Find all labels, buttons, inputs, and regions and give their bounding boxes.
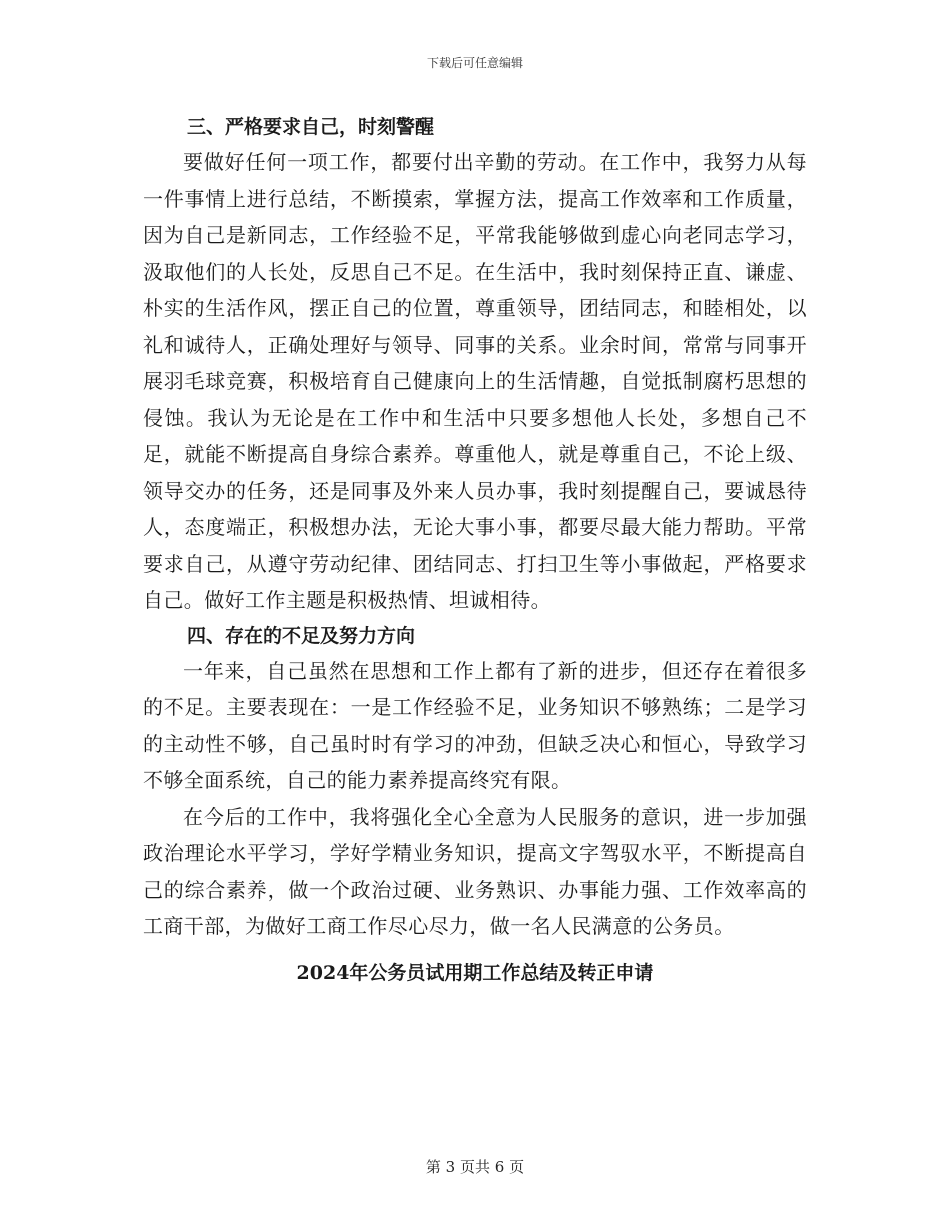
section-shortcomings-and-direction: [143, 619, 807, 945]
section-heading: 四、存在的不足及努力方向: [187, 624, 416, 647]
page-header-note: 下载后可任意编辑: [426, 56, 523, 70]
page-number: 第 3 页共 6 页: [425, 1158, 525, 1176]
paragraph: 在今后的工作中，我将强化全心全意为人民服务的意识，进一步加强政治理论水平学习，学好学精业务知识，提高文字驾驭水平，不断提高自己的综合素养，做一个政治过硬、业务熟识、办事能力强、工作效率高的工商干部，为做好工商工作尽心尽力，做一名人民满意的公务员。: [143, 804, 807, 938]
document-body: [143, 110, 807, 993]
section-strict-self-discipline: [143, 110, 807, 619]
document-title: 2024年公务员试用期工作总结及转正申请: [296, 961, 654, 984]
paragraph: 要做好任何一项工作，都要付出辛勤的劳动。在工作中，我努力从每一件事情上进行总结，不断摸索，掌握方法，提高工作效率和工作质量，因为自己是新同志，工作经验不足，平常我能够做到虚心向老同志学习，汲取他们的人长处，反思自己不足。在生活中，我时刻保持正直、谦虚、朴实的生活作风，摆正自己的位置，尊重领导，团结同志，和睦相处，以礼和诚待人，正确处理好与领导、同事的关系。业余时间，常常与同事开展羽毛球竞赛，积极培育自己健康向上的生活情趣，自觉抵制腐朽思想的侵蚀。我认为无论是在工作中和生活中只要多想他人长处，多想自己不足，就能不断提高自身综合素养。尊重他人，就是尊重自己，不论上级、领导交办的任务，还是同事及外来人员办事，我时刻提醒自己，要诚恳待人，态度端正，积极想办法，无论大事小事，都要尽最大能力帮助。平常要求自己，从遵守劳动纪律、团结同志、打扫卫生等小事做起，严格要求自己。做好工作主题是积极热情、坦诚相待。: [143, 150, 807, 612]
section-heading: 三、严格要求自己，时刻警醒: [187, 116, 435, 138]
paragraph: 一年来，自己虽然在思想和工作上都有了新的进步，但还存在着很多的不足。主要表现在：一是工作经验不足，业务知识不够熟练；二是学习的主动性不够，自己虽时时有学习的冲劲，但缺乏决心和恒心，导致学习不够全面系统，自己的能力素养提高终究有限。: [143, 658, 807, 792]
